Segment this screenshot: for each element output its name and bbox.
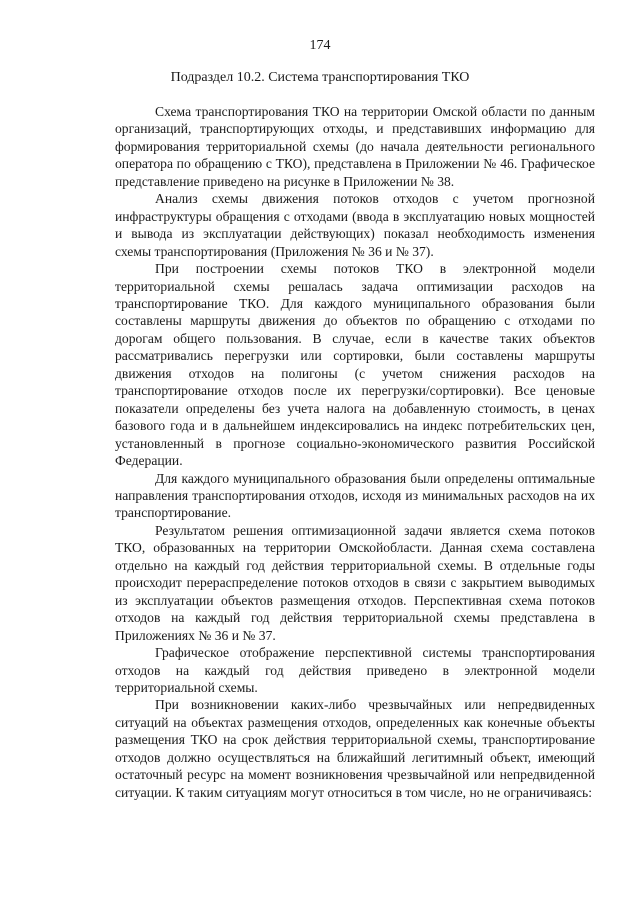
paragraph: Для каждого муниципального образования были определены оптимальные направления транспортирования отходов, исходя из минимальных расходов на их транспортирование. — [115, 470, 595, 521]
body-text — [115, 103, 595, 801]
paragraph: Анализ схемы движения потоков отходов с учетом прогнозной инфраструктуры обращения с отходами (ввода в эксплуатацию новых мощностей и вывода из эксплуатации действующих) показал необходимость изменения схемы транспортирования (Приложения № 36 и № 37). — [115, 191, 595, 259]
paragraph: Результатом решения оптимизационной задачи является схема потоков ТКО, образованных на территории Омскойобласти. Данная схема составлена отдельно на каждый год действия территориальной схемы. В отдельные годы происходит перераспределение потоков отходов в связи с закрытием выводимых из эксплуатации объектов размещения отходов. Перспективная схема потоков отходов на каждый год действия территориальной схемы представлена в Приложениях № 36 и № 37. — [115, 522, 595, 643]
paragraph: Схема транспортирования ТКО на территории Омской области по данным организаций, транспортирующих отходы, и представивших информацию для формирования территориальной схемы (до начала деятельности регионального оператора по обращению с ТКО), представлена в Приложении № 46. Графическое представление приведено на рисунке в Приложении № 38. — [115, 104, 595, 189]
section-title: Подраздел 10.2. Система транспортирования ТКО — [170, 70, 470, 85]
paragraph: Графическое отображение перспективной системы транспортирования отходов на каждый год действия приведено в электронной модели территориальной схемы. — [115, 645, 595, 695]
paragraph: При построении схемы потоков ТКО в электронной модели территориальной схемы решалась задача оптимизации расходов на транспортирование ТКО. Для каждого муниципального образования были составлены маршруты движения до объектов по обращению с отходами по дорогам общего пользования. В случае, если в качестве таких объектов рассматривались перегрузки или сортировки, были составлены маршруты движения отходов на полигоны (с учетом снижения расходов на транспортирование отходов после их перегрузки/сортировки). Все ценовые показатели определены без учета налога на добавленную стоимость, в ценах базового года и в дальнейшем индексировались на индекс потребительских цен, установленный в прогнозе социально-экономического развития Российской Федерации. — [115, 261, 595, 469]
paragraph: При возникновении каких-либо чрезвычайных или непредвиденных ситуаций на объектах размещения отходов, определенных как конечные объекты размещения ТКО на срок действия территориальной схемы, транспортирование отходов должно осуществляться на ближайший легитимный объект, имеющий остаточный ресурс на момент возникновения чрезвычайной или непредвиденной ситуации. К таким ситуациям могут относиться в том числе, но не ограничиваясь: — [115, 697, 595, 800]
page-number: 174 — [309, 38, 331, 53]
